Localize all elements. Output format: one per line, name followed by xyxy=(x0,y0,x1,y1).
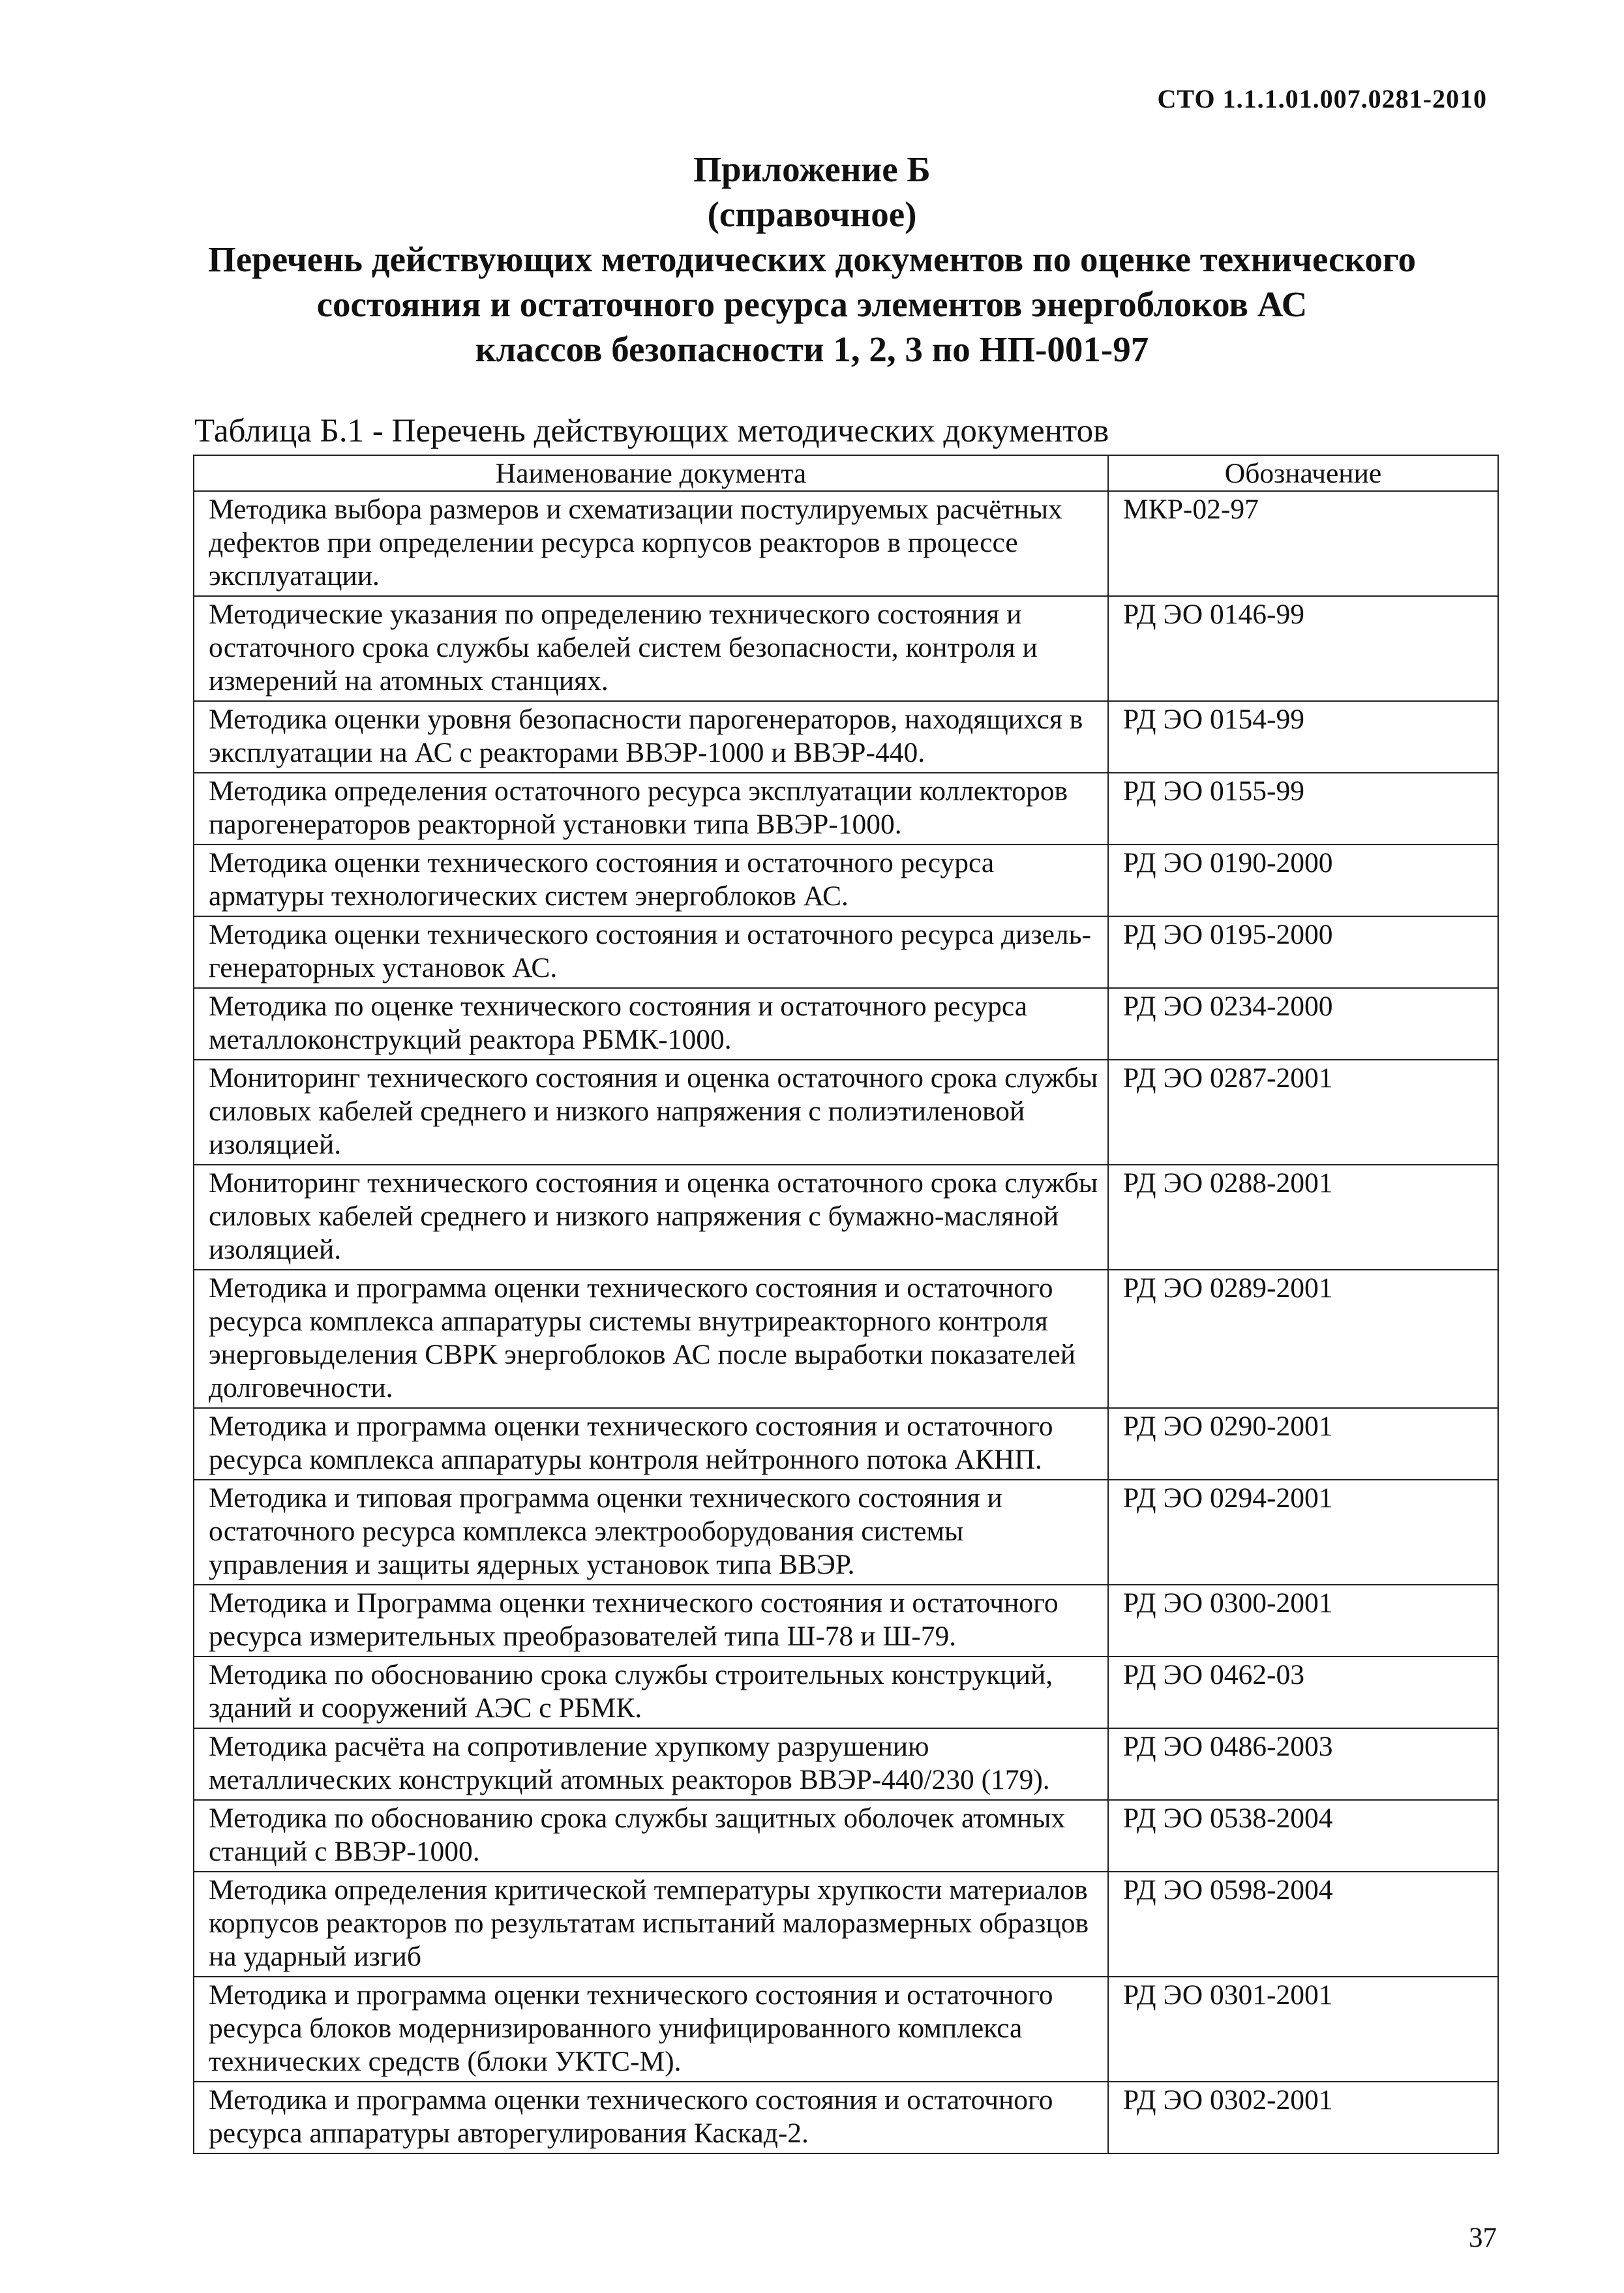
document-code-cell: РД ЭО 0234-2000 xyxy=(1108,988,1498,1060)
document-code-cell: РД ЭО 0289-2001 xyxy=(1108,1270,1498,1408)
document-name-cell: Методика и программа оценки технического состояния и остаточного ресурса комплекса аппаратуры системы внутриреакторного контроля энерговыделения СВРК энергоблоков АС после выработки показателей долговечности. xyxy=(194,1270,1108,1408)
document-name-cell: Мониторинг технического состояния и оценка остаточного срока службы силовых кабелей среднего и низкого напряжения с полиэтиленовой изоляцией. xyxy=(194,1060,1108,1165)
document-name-cell: Методика определения остаточного ресурса эксплуатации коллекторов парогенераторов реакторной установки типа ВВЭР-1000. xyxy=(194,773,1108,845)
table-row xyxy=(194,596,1498,701)
document-code-cell: РД ЭО 0287-2001 xyxy=(1108,1060,1498,1165)
table-row xyxy=(194,1480,1498,1585)
page-number: 37 xyxy=(1469,2223,1497,2253)
document-code-cell: РД ЭО 0302-2001 xyxy=(1108,2082,1498,2153)
table-row xyxy=(194,701,1498,773)
appendix-title: Приложение Б xyxy=(693,149,931,189)
document-code-cell: РД ЭО 0290-2001 xyxy=(1108,1408,1498,1480)
table-row xyxy=(194,1270,1498,1408)
document-name-cell: Методика определения критической температуры хрупкости материалов корпусов реакторов по результатам испытаний малоразмерных образцов на ударный изгиб xyxy=(194,1872,1108,1977)
document-code-cell: РД ЭО 0190-2000 xyxy=(1108,845,1498,916)
appendix-heading xyxy=(0,147,1624,372)
document-name-cell: Методика и типовая программа оценки технического состояния и остаточного ресурса комплекса электрооборудования системы управления и защиты ядерных установок типа ВВЭР. xyxy=(194,1480,1108,1585)
document-name-cell: Методика расчёта на сопротивление хрупкому разрушению металлических конструкций атомных реакторов ВВЭР-440/230 (179). xyxy=(194,1728,1108,1800)
document-code-cell: РД ЭО 0146-99 xyxy=(1108,596,1498,701)
table-row xyxy=(194,1656,1498,1728)
table-row xyxy=(194,1165,1498,1270)
document-code-cell: РД ЭО 0538-2004 xyxy=(1108,1800,1498,1872)
document-name-cell: Методика оценки технического состояния и остаточного ресурса арматуры технологических систем энергоблоков АС. xyxy=(194,845,1108,916)
table-row xyxy=(194,916,1498,988)
document-name-cell: Методика выбора размеров и схематизации постулируемых расчётных дефектов при определении ресурса корпусов реакторов в процессе эксплуатации. xyxy=(194,491,1108,596)
document-name-cell: Методические указания по определению технического состояния и остаточного срока службы кабелей систем безопасности, контроля и измерений на атомных станциях. xyxy=(194,596,1108,701)
document-code-cell: РД ЭО 0195-2000 xyxy=(1108,916,1498,988)
appendix-subject-line-2: состояния и остаточного ресурса элементов энергоблоков АС xyxy=(316,284,1308,324)
document-name-cell: Методика и программа оценки технического состояния и остаточного ресурса аппаратуры авторегулирования Каскад-2. xyxy=(194,2082,1108,2153)
appendix-type: (справочное) xyxy=(707,194,917,234)
table-row xyxy=(194,491,1498,596)
document-name-cell: Методика и Программа оценки технического состояния и остаточного ресурса измерительных преобразователей типа Ш-78 и Ш-79. xyxy=(194,1585,1108,1656)
document-code-cell: МКР-02-97 xyxy=(1108,491,1498,596)
table-row xyxy=(194,2082,1498,2153)
document-code-cell: РД ЭО 0462-03 xyxy=(1108,1656,1498,1728)
table-row xyxy=(194,1977,1498,2082)
document-code-cell: РД ЭО 0300-2001 xyxy=(1108,1585,1498,1656)
document-code-cell: РД ЭО 0154-99 xyxy=(1108,701,1498,773)
document-code-cell: РД ЭО 0301-2001 xyxy=(1108,1977,1498,2082)
column-header-code: Обозначение xyxy=(1108,455,1498,491)
table-row xyxy=(194,1408,1498,1480)
table-row xyxy=(194,845,1498,916)
table-caption: Таблица Б.1 - Перечень действующих методических документов xyxy=(194,413,1109,449)
document-name-cell: Методика оценки уровня безопасности парогенераторов, находящихся в эксплуатации на АС с реакторами ВВЭР-1000 и ВВЭР-440. xyxy=(194,701,1108,773)
table-row xyxy=(194,1800,1498,1872)
document-name-cell: Методика по обоснованию срока службы защитных оболочек атомных станций с ВВЭР-1000. xyxy=(194,1800,1108,1872)
table-row xyxy=(194,773,1498,845)
table-row xyxy=(194,1872,1498,1977)
documents-table xyxy=(193,455,1499,2154)
document-name-cell: Методика и программа оценки технического состояния и остаточного ресурса комплекса аппаратуры контроля нейтронного потока АКНП. xyxy=(194,1408,1108,1480)
document-name-cell: Мониторинг технического состояния и оценка остаточного срока службы силовых кабелей среднего и низкого напряжения с бумажно-масляной изоляцией. xyxy=(194,1165,1108,1270)
document-code-cell: РД ЭО 0288-2001 xyxy=(1108,1165,1498,1270)
document-name-cell: Методика и программа оценки технического состояния и остаточного ресурса блоков модернизированного унифицированного комплекса технических средств (блоки УКТС-М). xyxy=(194,1977,1108,2082)
table-header-row xyxy=(194,455,1498,491)
table-row xyxy=(194,988,1498,1060)
appendix-subject-line-3: классов безопасности 1, 2, 3 по НП-001-97 xyxy=(475,329,1149,369)
document-code-cell: РД ЭО 0486-2003 xyxy=(1108,1728,1498,1800)
document-name-cell: Методика по обоснованию срока службы строительных конструкций, зданий и сооружений АЭС с РБМК. xyxy=(194,1656,1108,1728)
document-code-cell: РД ЭО 0294-2001 xyxy=(1108,1480,1498,1585)
document-code-cell: РД ЭО 0598-2004 xyxy=(1108,1872,1498,1977)
table-row xyxy=(194,1585,1498,1656)
document-code: СТО 1.1.1.01.007.0281-2010 xyxy=(1157,84,1487,113)
table-body xyxy=(194,491,1498,2153)
column-header-name: Наименование документа xyxy=(194,455,1108,491)
appendix-subject-line-1: Перечень действующих методических документов по оценке технического xyxy=(207,239,1417,279)
table-row xyxy=(194,1728,1498,1800)
document-code-cell: РД ЭО 0155-99 xyxy=(1108,773,1498,845)
table-row xyxy=(194,1060,1498,1165)
document-name-cell: Методика оценки технического состояния и остаточного ресурса дизель-генераторных установок АС. xyxy=(194,916,1108,988)
document-name-cell: Методика по оценке технического состояния и остаточного ресурса металлоконструкций реактора РБМК-1000. xyxy=(194,988,1108,1060)
